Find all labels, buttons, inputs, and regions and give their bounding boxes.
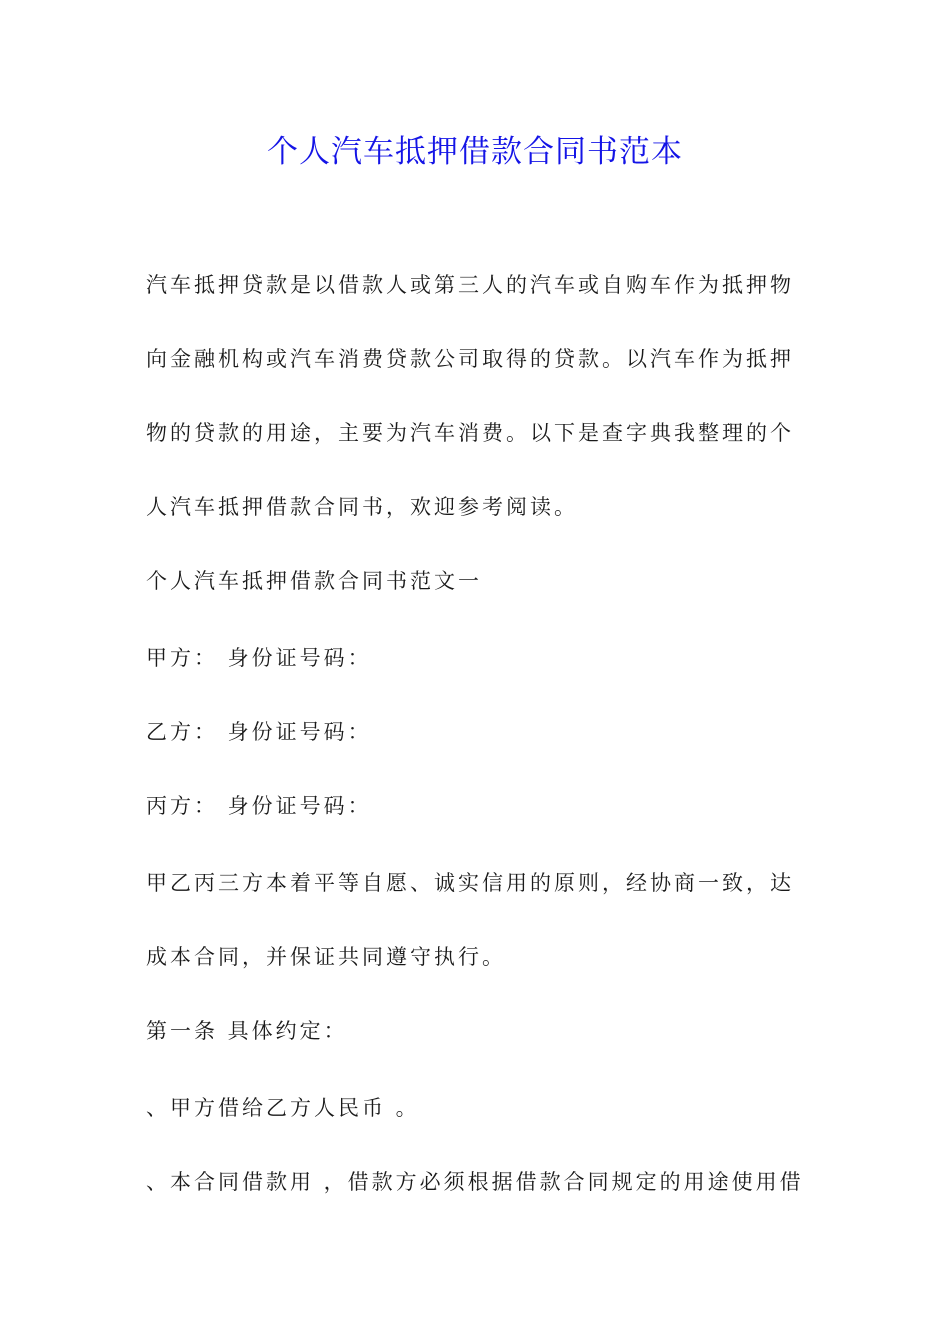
section-heading: 个人汽车抵押借款合同书范文一 bbox=[146, 569, 482, 593]
document-title: 个人汽车抵押借款合同书范本 bbox=[267, 134, 683, 170]
paragraph-line: 甲乙丙三方本着平等自愿、诚实信用的原则，经协商一致，达 bbox=[146, 871, 794, 895]
paragraph-line: 人汽车抵押借款合同书，欢迎参考阅读。 bbox=[146, 495, 578, 519]
party-b-line: 乙方： 身份证号码： bbox=[146, 720, 372, 744]
paragraph-line: 向金融机构或汽车消费贷款公司取得的贷款。以汽车作为抵押 bbox=[146, 347, 794, 371]
paragraph-line: 成本合同，并保证共同遵守执行。 bbox=[146, 945, 506, 969]
clause-line: 、本合同借款用 ，借款方必须根据借款合同规定的用途使用借 bbox=[146, 1170, 804, 1194]
paragraph-line: 物的贷款的用途，主要为汽车消费。以下是查字典我整理的个 bbox=[146, 421, 794, 445]
paragraph-line: 汽车抵押贷款是以借款人或第三人的汽车或自购车作为抵押物 bbox=[146, 273, 794, 297]
party-c-line: 丙方： 身份证号码： bbox=[146, 794, 372, 818]
party-a-line: 甲方： 身份证号码： bbox=[146, 646, 372, 670]
clause-line: 、甲方借给乙方人民币 。 bbox=[146, 1096, 420, 1120]
article-heading: 第一条 具体约定： bbox=[146, 1019, 348, 1043]
